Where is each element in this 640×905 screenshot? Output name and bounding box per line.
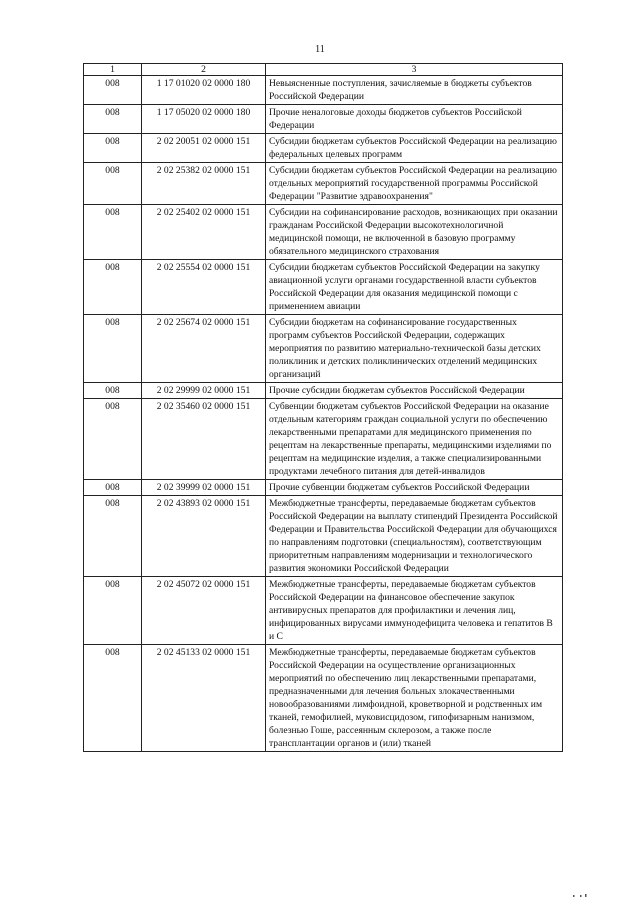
- column-header-2: 2: [142, 64, 266, 76]
- scan-mark: [572, 893, 588, 899]
- revenue-code-cell: 2 02 45072 02 0000 151: [142, 577, 266, 645]
- revenue-code-cell: 2 02 29999 02 0000 151: [142, 383, 266, 399]
- revenue-name-cell: Прочие неналоговые доходы бюджетов субъектов Российской Федерации: [266, 105, 563, 134]
- table-row: [84, 134, 563, 163]
- revenue-name-cell: Межбюджетные трансферты, передаваемые бюджетам субъектов Российской Федерации на осуществление организационных мероприятий по обеспечению лиц лекарственными препаратами, предназначенными для лечения больных злокачественными новообразованиями лимфоидной, кроветворной и родственных им тканей, гемофилией, муковисцидозом, гипофизарным нанизмом, болезнью Гоше, рассеянным склерозом, а также после трансплантации органов и (или) тканей: [266, 645, 563, 752]
- table-row: [84, 399, 563, 480]
- column-header-3: 3: [266, 64, 563, 76]
- revenue-code-cell: 2 02 20051 02 0000 151: [142, 134, 266, 163]
- table-row: [84, 315, 563, 383]
- revenue-code-cell: 1 17 01020 02 0000 180: [142, 76, 266, 105]
- column-header-1: 1: [84, 64, 142, 76]
- admin-code-cell: 008: [84, 480, 142, 496]
- admin-code-cell: 008: [84, 383, 142, 399]
- revenue-name-cell: Субсидии бюджетам субъектов Российской Федерации на реализацию федеральных целевых программ: [266, 134, 563, 163]
- revenue-code-cell: 2 02 45133 02 0000 151: [142, 645, 266, 752]
- revenue-name-cell: Субсидии на софинансирование расходов, возникающих при оказании гражданам Российской Федерации высокотехнологичной медицинской помощи, не включенной в базовую программу обязательного медицинского страхования: [266, 205, 563, 260]
- admin-code-cell: 008: [84, 645, 142, 752]
- revenue-code-cell: 2 02 25554 02 0000 151: [142, 260, 266, 315]
- table-row: [84, 105, 563, 134]
- table-row: [84, 76, 563, 105]
- table-row: [84, 163, 563, 205]
- revenue-name-cell: Межбюджетные трансферты, передаваемые бюджетам субъектов Российской Федерации на финансовое обеспечение закупок антивирусных препаратов для профилактики и лечения лиц, инфицированных вирусами иммунодефицита человека и гепатитов В и С: [266, 577, 563, 645]
- revenue-code-cell: 2 02 35460 02 0000 151: [142, 399, 266, 480]
- revenue-name-cell: Субсидии бюджетам субъектов Российской Федерации на реализацию отдельных мероприятий государственной программы Российской Федерации "Развитие здравоохранения": [266, 163, 563, 205]
- table-row: [84, 496, 563, 577]
- revenue-name-cell: Прочие субвенции бюджетам субъектов Российской Федерации: [266, 480, 563, 496]
- admin-code-cell: 008: [84, 577, 142, 645]
- admin-code-cell: 008: [84, 105, 142, 134]
- admin-code-cell: 008: [84, 76, 142, 105]
- admin-code-cell: 008: [84, 260, 142, 315]
- admin-code-cell: 008: [84, 134, 142, 163]
- admin-code-cell: 008: [84, 496, 142, 577]
- revenue-code-cell: 1 17 05020 02 0000 180: [142, 105, 266, 134]
- table-body: [84, 76, 563, 752]
- table-row: [84, 480, 563, 496]
- admin-code-cell: 008: [84, 163, 142, 205]
- page-number: 11: [315, 44, 325, 55]
- revenue-name-cell: Межбюджетные трансферты, передаваемые бюджетам субъектов Российской Федерации на выплату стипендий Президента Российской Федерации и Правительства Российской Федерации для обучающихся по направлениям подготовки (специальностям), соответствующим приоритетным направлениям модернизации и технологического развития экономики Российской Федерации: [266, 496, 563, 577]
- revenue-code-cell: 2 02 25674 02 0000 151: [142, 315, 266, 383]
- table-row: [84, 260, 563, 315]
- admin-code-cell: 008: [84, 315, 142, 383]
- table-row: [84, 577, 563, 645]
- revenue-code-cell: 2 02 25402 02 0000 151: [142, 205, 266, 260]
- revenue-name-cell: Субвенции бюджетам субъектов Российской Федерации на оказание отдельным категориям граждан социальной услуги по обеспечению лекарственными препаратами для медицинского применения по рецептам на лекарственные препараты, медицинскими изделиями по рецептам на медицинские изделия, а также специализированными продуктами лечебного питания для детей-инвалидов: [266, 399, 563, 480]
- table-header: [84, 64, 563, 76]
- revenue-code-cell: 2 02 39999 02 0000 151: [142, 480, 266, 496]
- table-row: [84, 645, 563, 752]
- revenue-code-cell: 2 02 43893 02 0000 151: [142, 496, 266, 577]
- admin-code-cell: 008: [84, 399, 142, 480]
- revenue-name-cell: Прочие субсидии бюджетам субъектов Российской Федерации: [266, 383, 563, 399]
- revenue-name-cell: Субсидии бюджетам на софинансирование государственных программ субъектов Российской Федерации, содержащих мероприятия по развитию материально-технической базы детских поликлиник и детских поликлинических отделений медицинских организаций: [266, 315, 563, 383]
- admin-code-cell: 008: [84, 205, 142, 260]
- budget-revenue-table: [83, 63, 563, 752]
- revenue-name-cell: Субсидии бюджетам субъектов Российской Федерации на закупку авиационной услуги органами государственной власти субъектов Российской Федерации для оказания медицинской помощи с применением авиации: [266, 260, 563, 315]
- header-row: [84, 64, 563, 76]
- table-row: [84, 383, 563, 399]
- revenue-code-cell: 2 02 25382 02 0000 151: [142, 163, 266, 205]
- revenue-name-cell: Невыясненные поступления, зачисляемые в бюджеты субъектов Российской Федерации: [266, 76, 563, 105]
- table-row: [84, 205, 563, 260]
